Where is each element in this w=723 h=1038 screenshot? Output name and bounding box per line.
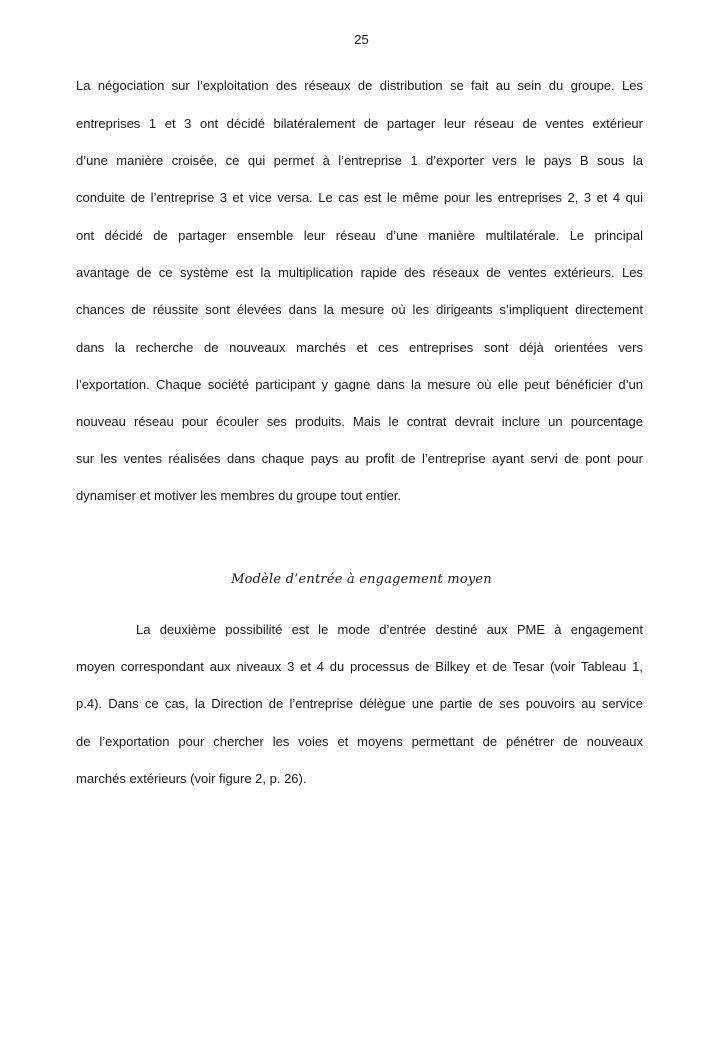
paragraph-1-line: dynamiser et motiver les membres du groupe tout entier.: [76, 488, 402, 503]
paragraph-1-line: d’une manière croisée, ce qui permet à l’entreprise 1 d’exporter vers le pays B sous la: [76, 153, 643, 168]
paragraph-1-line: l’exportation. Chaque société participant y gagne dans la mesure où elle peut bénéficier d’un: [76, 377, 643, 392]
paragraph-2-line: La deuxième possibilité est le mode d’entrée destiné aux PME à engagement: [136, 622, 643, 637]
paragraph-1-line: chances de réussite sont élevées dans la mesure où les dirigeants s’impliquent directement: [76, 302, 643, 317]
paragraph-1-line: La négociation sur l’exploitation des réseaux de distribution se fait au sein du groupe. Les: [76, 78, 643, 93]
section-title: Modèle d’entrée à engagement moyen: [231, 572, 492, 587]
paragraph-1-line: sur les ventes réalisées dans chaque pays au profit de l’entreprise ayant servi de pont pour: [76, 451, 643, 466]
paragraph-1-line: dans la recherche de nouveaux marchés et ces entreprises sont déjà orientées vers: [76, 340, 643, 355]
paragraph-1-line: nouveau réseau pour écouler ses produits. Mais le contrat devrait inclure un pourcentage: [76, 414, 643, 429]
paragraph-1-line: avantage de ce système est la multiplication rapide des réseaux de ventes extérieurs. Les: [76, 265, 643, 280]
paragraph-1-line: ont décidé de partager ensemble leur réseau d’une manière multilatérale. Le principal: [76, 228, 643, 243]
paragraph-2-line: de l’exportation pour chercher les voies et moyens permettant de pénétrer de nouveaux: [76, 734, 643, 749]
paragraph-2-line: moyen correspondant aux niveaux 3 et 4 du processus de Bilkey et de Tesar (voir Tableau 1,: [76, 659, 643, 674]
paragraph-2-line: marchés extérieurs (voir figure 2, p. 26).: [76, 771, 307, 786]
page-number: 25: [354, 32, 369, 47]
paragraph-2-line: p.4). Dans ce cas, la Direction de l’entreprise délègue une partie de ses pouvoirs au service: [76, 696, 643, 711]
paragraph-1-line: entreprises 1 et 3 ont décidé bilatéralement de partager leur réseau de ventes extérieur: [76, 116, 643, 131]
paragraph-1-line: conduite de l’entreprise 3 et vice versa. Le cas est le même pour les entreprises 2, 3 et 4 qui: [76, 190, 643, 205]
